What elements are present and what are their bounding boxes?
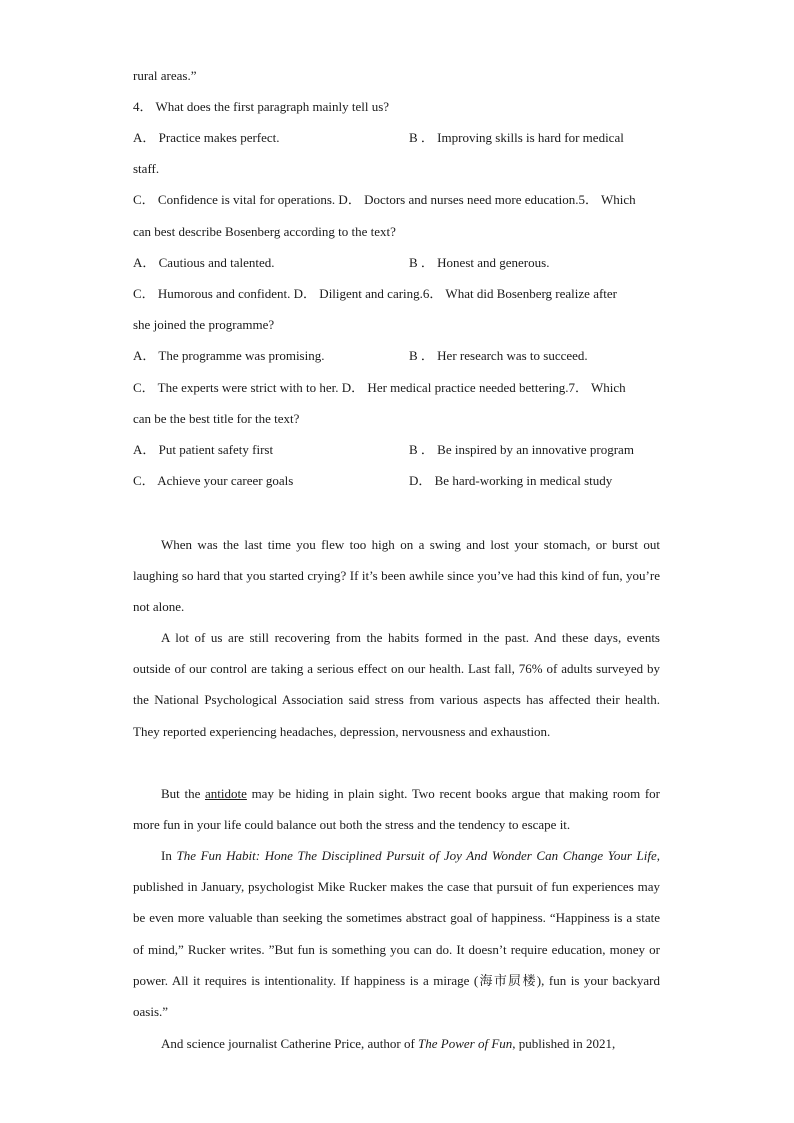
antidote-word: antidote <box>205 786 247 801</box>
top-fragment: rural areas.” <box>133 68 197 83</box>
question-5-option-b: B ． Honest and generous. <box>409 255 550 270</box>
p5-pre: And science journalist Catherine Price, author of <box>161 1036 419 1051</box>
p5-post: , published in 2021, <box>512 1036 616 1051</box>
question-4-option-b-cont: staff. <box>133 161 160 176</box>
question-4-option-b: B ． Improving skills is hard for medical <box>409 130 624 145</box>
question-7-option-b: B ． Be inspired by an innovative program <box>409 442 634 457</box>
question-6-options-cd: C． The experts were strict with to her. D． Her medical practice needed bettering.7． Which <box>133 380 626 395</box>
question-5-stem: can best describe Bosenberg according to the text? <box>133 224 396 239</box>
question-5-option-a: A． Cautious and talented. <box>133 255 275 270</box>
question-7-option-d: D． Be hard-working in medical study <box>409 473 613 488</box>
p3-pre: But the <box>161 786 206 801</box>
question-7-option-a: A． Put patient safety first <box>133 442 274 457</box>
question-7-option-c: C． Achieve your career goals <box>133 473 294 488</box>
passage-paragraph-2: A lot of us are still recovering from the habits formed in the past. And these days, events outside of our control are taking a serious effect on our health. Last fall, 76% of adults surveyed by the National Psychological Association said stress from various aspects has affected their health. They reported experiencing headaches, depression, nervousness and exhaustion. <box>133 630 660 739</box>
passage-paragraph-5 <box>133 1028 660 1059</box>
p4-rest: , published in January, psychologist Mike Rucker makes the case that pursuit of fun experiences may be even more valuable than seeking the sometimes abstract goal of happiness. “Happiness is a state of mind,” Rucker writes. ”But fun is something you can do. It doesn’t require education, money or power. All it requires is intentionality. If happiness is a mirage (海市屃楼), fun is your backyard oasis.” <box>133 848 660 1020</box>
book-title-fun-habit: The Fun Habit: Hone The Disciplined Pursuit of Joy And Wonder Can Change Your Life <box>176 848 657 863</box>
question-5-options-cd: C． Humorous and confident. D． Diligent and caring.6． What did Bosenberg realize after <box>133 286 618 301</box>
question-4-option-a: A． Practice makes perfect. <box>133 130 280 145</box>
question-7-stem: can be the best title for the text? <box>133 411 300 426</box>
p3-post: may be hiding in plain sight. Two recent books argue that making room for more fun in your life could balance out both the stress and the tendency to escape it. <box>133 786 661 833</box>
question-4-options-cd: C． Confidence is vital for operations. D． Doctors and nurses need more education.5． Which <box>133 192 636 207</box>
passage-paragraph-4 <box>133 840 660 1027</box>
question-4-stem: 4． What does the first paragraph mainly tell us? <box>133 99 390 114</box>
passage-paragraph-1: When was the last time you flew too high on a swing and lost your stomach, or burst out laughing so hard that you started crying? If it’s been awhile since you’ve had this kind of fun, you’re not alone. <box>133 537 660 615</box>
question-6-stem: she joined the programme? <box>133 317 275 332</box>
book-title-power-of-fun: The Power of Fun <box>418 1036 513 1051</box>
p4-in: In <box>161 848 177 863</box>
passage-paragraph-3 <box>133 778 660 840</box>
question-6-option-b: B ． Her research was to succeed. <box>409 348 588 363</box>
question-6-option-a: A． The programme was promising. <box>133 348 325 363</box>
